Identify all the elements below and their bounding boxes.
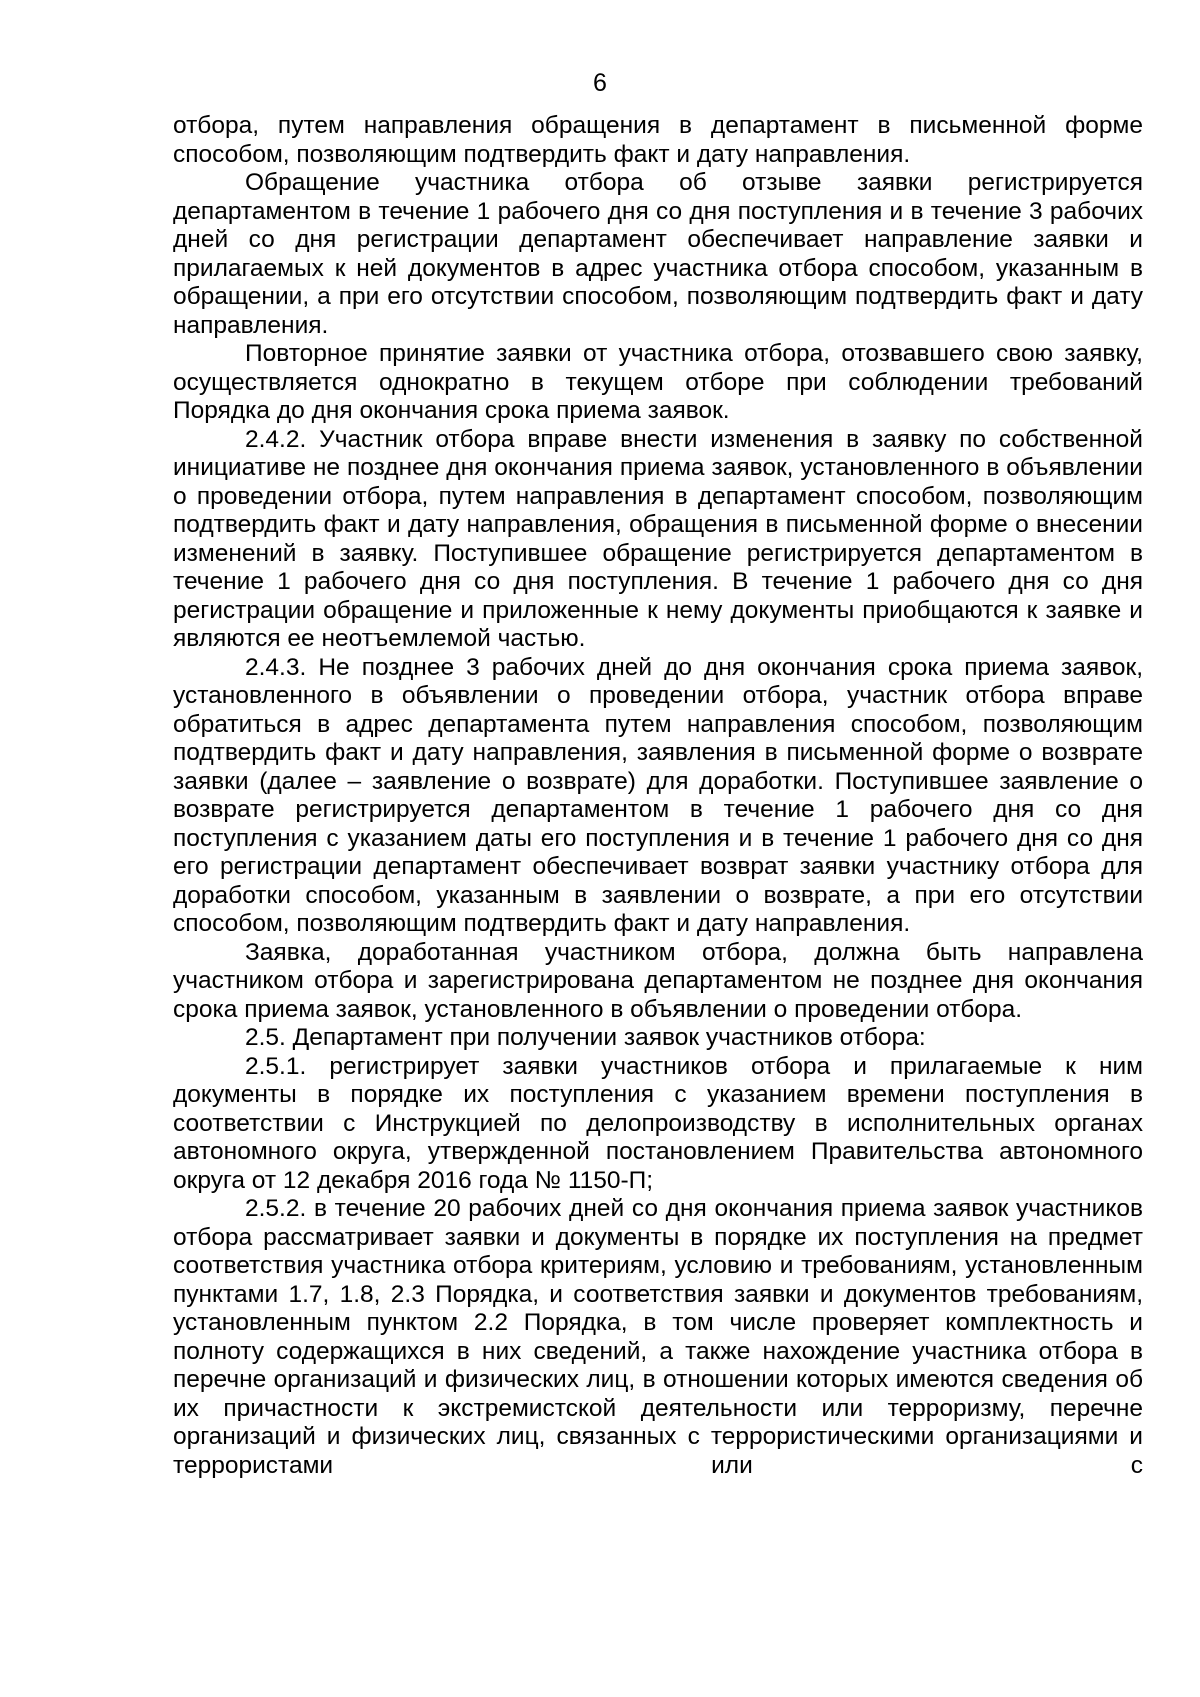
paragraph-2-5-2: 2.5.2. в течение 20 рабочих дней со дня окончания приема заявок участников отбора рассматривает заявки и документы в порядке их поступления на предмет соответствия участника отбора критериям, условию и требованиям, установленным пунктами 1.7, 1.8, 2.3 Порядка, и соответствия заявки и документов требованиям, установленным пунктом 2.2 Порядка, в том числе проверяет комплектность и полноту содержащихся в них сведений, а также нахождение участника отбора в перечне организаций и физических лиц, в отношении которых имеются сведения об их причастности к экстремистской деятельности или терроризму, перечне организаций и физических лиц, связанных с террористическими организациями и террористами или с <box>173 1195 1143 1479</box>
page-number: 6 <box>593 69 607 97</box>
paragraph-2-5-1: 2.5.1. регистрирует заявки участников отбора и прилагаемые к ним документы в порядке их поступления с указанием времени поступления в соответствии с Инструкцией по делопроизводству в исполнительных органах автономного округа, утвержденной постановлением Правительства автономного округа от 12 декабря 2016 года № 1150-П; <box>173 1052 1143 1194</box>
paragraph-withdrawal-registration: Обращение участника отбора об отзыве заявки регистрируется департаментом в течение 1 рабочего дня со дня поступления и в течение 3 рабочих дней со дня регистрации департамент обеспечивает направление заявки и прилагаемых к ней документов в адрес участника отбора способом, указанным в обращении, а при его отсутствии способом, позволяющим подтвердить факт и дату направления. <box>173 169 1143 339</box>
paragraph-2-4-2: 2.4.2. Участник отбора вправе внести изменения в заявку по собственной инициативе не позднее дня окончания приема заявок, установленного в объявлении о проведении отбора, путем направления в департамент способом, позволяющим подтвердить факт и дату направления, обращения в письменной форме о внесении изменений в заявку. Поступившее обращение регистрируется департаментом в течение 1 рабочего дня со дня поступления. В течение 1 рабочего дня со дня регистрации обращение и приложенные к нему документы приобщаются к заявке и являются ее неотъемлемой частью. <box>173 425 1143 652</box>
paragraph-2-5: 2.5. Департамент при получении заявок участников отбора: <box>245 1024 926 1051</box>
paragraph-2-4-3: 2.4.3. Не позднее 3 рабочих дней до дня окончания срока приема заявок, установленного в объявлении о проведении отбора, участник отбора вправе обратиться в адрес департамента путем направления способом, позволяющим подтвердить факт и дату направления, заявления в письменной форме о возврате заявки (далее – заявление о возврате) для доработки. Поступившее заявление о возврате регистрируется департаментом в течение 1 рабочего дня со дня поступления с указанием даты его поступления и в течение 1 рабочего дня со дня его регистрации департамент обеспечивает возврат заявки участнику отбора для доработки способом, указанным в заявлении о возврате, а при его отсутствии способом, позволяющим подтвердить факт и дату направления. <box>173 653 1143 937</box>
paragraph-revised-application: Заявка, доработанная участником отбора, должна быть направлена участником отбора и зарегистрирована департаментом не позднее дня окончания срока приема заявок, установленного в объявлении о проведении отбора. <box>173 938 1143 1023</box>
paragraph-continuation: отбора, путем направления обращения в департамент в письменной форме способом, позволяющим подтвердить факт и дату направления. <box>173 112 1143 168</box>
document-body <box>173 112 1143 1480</box>
paragraph-repeat-acceptance: Повторное принятие заявки от участника отбора, отозвавшего свою заявку, осуществляется однократно в текущем отборе при соблюдении требований Порядка до дня окончания срока приема заявок. <box>173 340 1143 424</box>
